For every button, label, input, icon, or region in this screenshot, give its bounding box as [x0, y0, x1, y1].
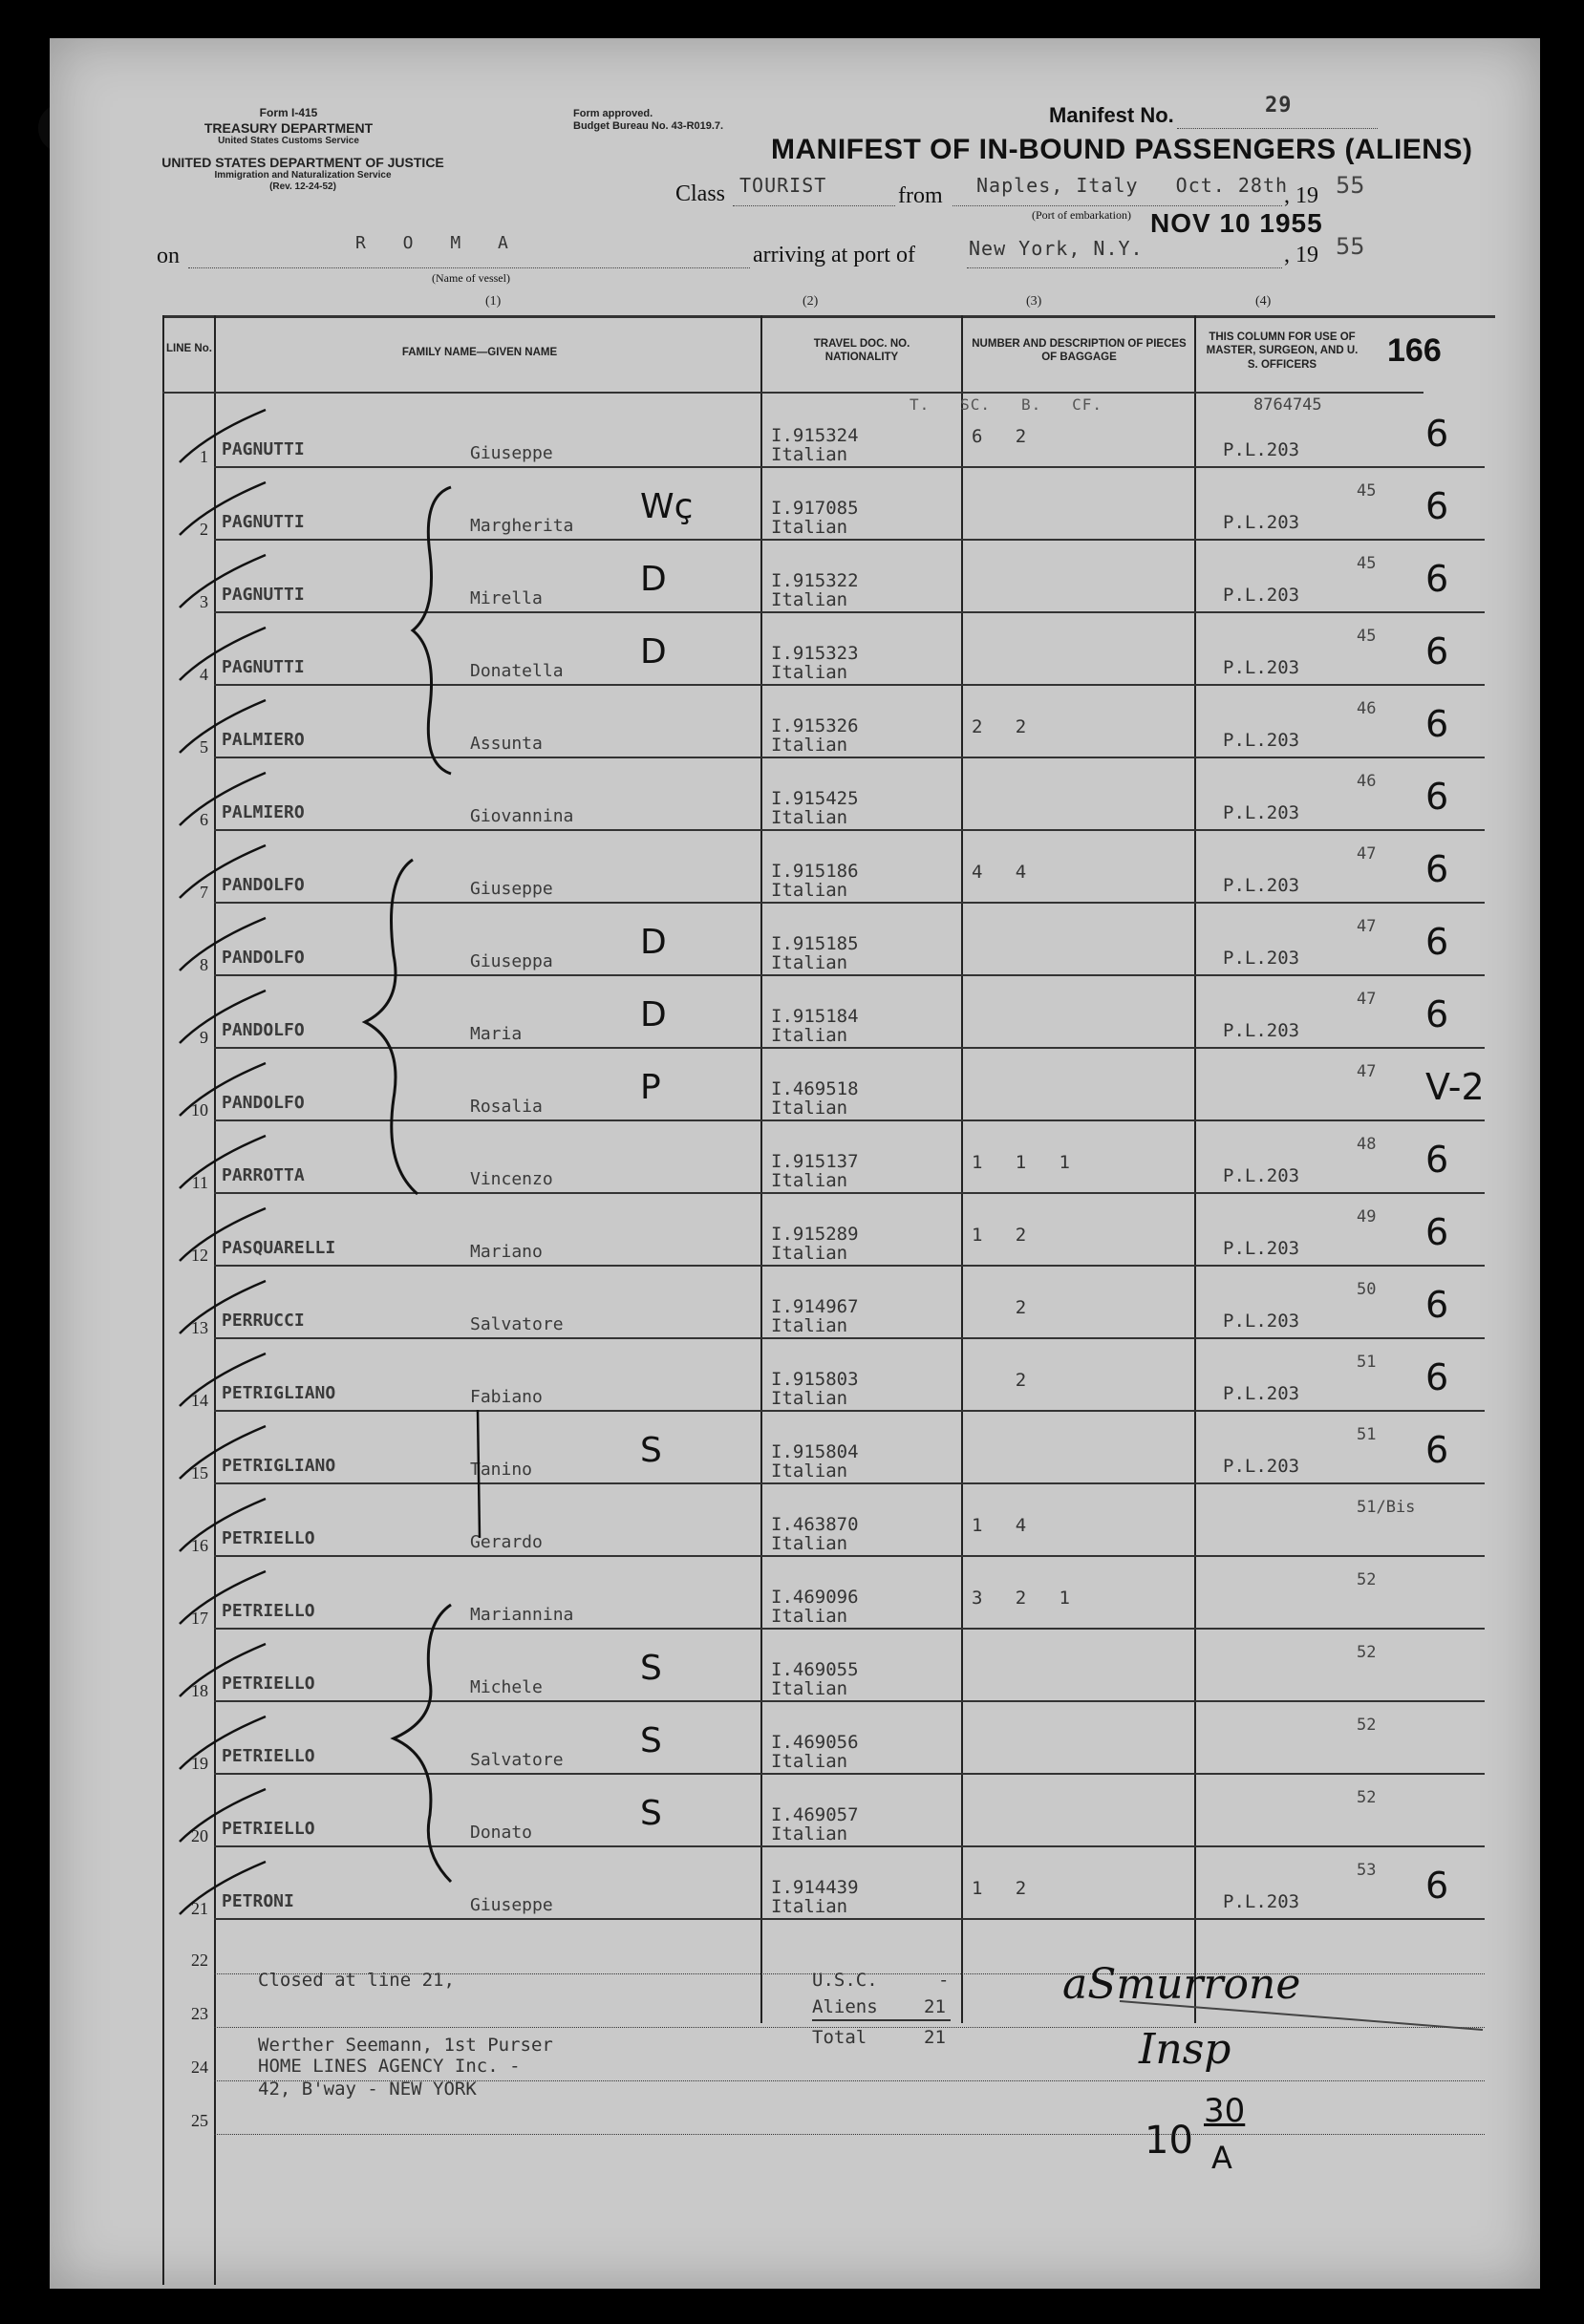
line-number: 22 [191, 1951, 208, 1970]
given-name: Michele [470, 1677, 543, 1697]
travel-doc-number: I.915184 [771, 1006, 859, 1027]
from-year: 55 [1336, 172, 1365, 199]
officer-reference: 53 [1357, 1861, 1377, 1880]
baggage-count: 1 1 1 [972, 1152, 1070, 1173]
officer-mark: 6 [1425, 993, 1449, 1035]
port-embarkation-label: (Port of embarkation) [1032, 208, 1131, 222]
line-number: 20 [191, 1826, 208, 1845]
nationality: Italian [771, 1460, 848, 1482]
approved-label: Form approved. [573, 108, 653, 119]
hand-annotation: D [640, 923, 667, 962]
travel-doc-number: I.915322 [771, 570, 859, 591]
nationality: Italian [771, 1315, 848, 1336]
hand-annotation: D [640, 632, 667, 672]
rev-label: (Rev. 12-24-52) [269, 181, 336, 192]
aliens-label: Aliens [812, 1996, 878, 2017]
given-name: Margherita [470, 516, 574, 536]
public-law: P.L.203 [1223, 1020, 1300, 1041]
nationality: Italian [771, 1388, 848, 1409]
travel-doc-number: I.915289 [771, 1224, 859, 1245]
given-name: Giuseppe [470, 879, 553, 899]
inspector-signature: aSmurrone [1062, 1960, 1301, 2009]
given-name: Salvatore [470, 1314, 564, 1334]
travel-doc-number: I.469518 [771, 1078, 859, 1099]
family-name: PETRONI [222, 1891, 294, 1911]
brace-pagnutti [413, 487, 451, 774]
family-name: PALMIERO [222, 802, 305, 822]
travel-doc-number: I.469056 [771, 1732, 859, 1753]
public-law: P.L.203 [1223, 585, 1300, 606]
officer-mark: 6 [1425, 1865, 1449, 1907]
given-name: Giovannina [470, 806, 574, 826]
family-name: PERRUCCI [222, 1311, 305, 1331]
line-number: 14 [191, 1391, 208, 1410]
travel-doc-number: I.914439 [771, 1877, 859, 1898]
family-name: PETRIGLIANO [222, 1456, 336, 1476]
officer-mark: 6 [1425, 848, 1449, 890]
brace-petrigliano [478, 1410, 480, 1538]
officer-reference: 52 [1357, 1570, 1377, 1589]
officer-mark: 6 [1425, 413, 1449, 455]
officer-reference: 45 [1357, 627, 1377, 646]
public-law: P.L.203 [1223, 875, 1300, 896]
arrive-year: 55 [1336, 233, 1365, 260]
line-number: 13 [191, 1318, 208, 1337]
baggage-count: 6 2 [972, 426, 1027, 447]
nationality: Italian [771, 1025, 848, 1046]
aliens-value: 21 [924, 1996, 946, 2017]
line-number: 17 [191, 1609, 208, 1628]
officer-reference: 52 [1357, 1643, 1377, 1662]
baggage-count: 4 4 [972, 862, 1027, 883]
family-name: PANDOLFO [222, 1020, 305, 1040]
officer-mark: 6 [1425, 1284, 1449, 1326]
col-head-baggage: NUMBER AND DESCRIPTION OF PIECES OF BAGGAGE [972, 338, 1187, 364]
nationality: Italian [771, 1098, 848, 1119]
family-braces [50, 38, 1540, 2289]
travel-doc-number: I.469096 [771, 1587, 859, 1608]
public-law: P.L.203 [1223, 948, 1300, 969]
nationality: Italian [771, 1751, 848, 1772]
given-name: Mirella [470, 588, 543, 608]
travel-doc-number: I.914967 [771, 1296, 859, 1317]
family-name: PAGNUTTI [222, 512, 305, 532]
officer-mark: 6 [1425, 630, 1449, 672]
first-reference-number: 8764745 [1253, 395, 1322, 415]
given-name: Fabiano [470, 1387, 543, 1407]
totals-divider [812, 2019, 951, 2021]
nationality: Italian [771, 880, 848, 901]
family-name: PETRIELLO [222, 1528, 315, 1548]
nationality: Italian [771, 662, 848, 683]
travel-doc-number: I.469057 [771, 1804, 859, 1825]
officer-reference: 50 [1357, 1280, 1377, 1299]
time-minutes: 30 [1204, 2092, 1246, 2130]
travel-doc-number: I.469055 [771, 1659, 859, 1680]
officer-reference: 51/Bis [1357, 1498, 1416, 1517]
time-hour: 10 [1145, 2119, 1193, 2163]
baggage-count: 3 2 1 [972, 1588, 1070, 1609]
travel-doc-number: I.915323 [771, 643, 859, 664]
officer-reference: 47 [1357, 990, 1377, 1009]
officer-mark: 6 [1425, 776, 1449, 818]
inspector-initials: Insp [1139, 2025, 1231, 2074]
nationality: Italian [771, 952, 848, 973]
officer-mark: 6 [1425, 921, 1449, 963]
officer-reference: 47 [1357, 917, 1377, 936]
given-name: Donato [470, 1823, 533, 1843]
budget-label: Budget Bureau No. 43-R019.7. [573, 119, 724, 132]
family-name: PETRIGLIANO [222, 1383, 336, 1403]
public-law: P.L.203 [1223, 512, 1300, 533]
treasury-label: TREASURY DEPARTMENT [203, 119, 374, 136]
given-name: Assunta [470, 734, 543, 754]
travel-doc-number: I.915137 [771, 1151, 859, 1172]
nationality: Italian [771, 807, 848, 828]
arriving-label: arriving at port of [753, 243, 915, 267]
baggage-count: 1 4 [972, 1515, 1027, 1536]
line-number: 24 [191, 2057, 208, 2077]
family-name: PAGNUTTI [222, 657, 305, 677]
hand-annotation: D [640, 995, 667, 1034]
line-number: 4 [200, 665, 208, 684]
given-name: Tanino [470, 1460, 533, 1480]
given-name: Giuseppa [470, 951, 553, 971]
line-number: 25 [191, 2111, 208, 2130]
officer-reference: 49 [1357, 1207, 1377, 1226]
public-law: P.L.203 [1223, 1165, 1300, 1186]
line-number: 21 [191, 1899, 208, 1918]
vessel-name: R O M A [355, 233, 522, 253]
line-number: 2 [200, 520, 208, 539]
nationality: Italian [771, 1896, 848, 1917]
line-number: 19 [191, 1754, 208, 1773]
nationality: Italian [771, 1170, 848, 1191]
nationality: Italian [771, 735, 848, 756]
public-law: P.L.203 [1223, 657, 1300, 678]
travel-doc-number: I.915803 [771, 1369, 859, 1390]
arriving-value: New York, N.Y. [969, 237, 1144, 260]
hand-annotation: S [640, 1431, 662, 1470]
family-name: PETRIELLO [222, 1746, 315, 1766]
officer-reference: 52 [1357, 1716, 1377, 1735]
baggage-count: 1 2 [972, 1225, 1027, 1246]
family-name: PALMIERO [222, 730, 305, 750]
given-name: Rosalia [470, 1097, 543, 1117]
brace-petriello [394, 1605, 451, 1882]
baggage-count: 2 [972, 1370, 1027, 1391]
line-number: 16 [191, 1536, 208, 1555]
public-law: P.L.203 [1223, 730, 1300, 751]
family-name: PANDOLFO [222, 875, 305, 895]
usc-value: - [938, 1970, 950, 1991]
col-num-3: (3) [1026, 294, 1042, 309]
total-label: Total [812, 2027, 867, 2048]
hand-annotation: Wç [640, 487, 694, 526]
officer-mark: 6 [1425, 1429, 1449, 1471]
officer-mark: 6 [1425, 558, 1449, 600]
from-label: from [898, 183, 943, 208]
given-name: Mariano [470, 1242, 543, 1262]
officer-reference: 51 [1357, 1353, 1377, 1372]
family-name: PASQUARELLI [222, 1238, 336, 1258]
travel-doc-number: I.915326 [771, 715, 859, 736]
officer-mark: V-2 [1425, 1066, 1485, 1108]
officer-reference: 47 [1357, 1062, 1377, 1081]
line-number: 12 [191, 1246, 208, 1265]
family-name: PANDOLFO [222, 948, 305, 968]
nationality: Italian [771, 1606, 848, 1627]
officer-reference: 48 [1357, 1135, 1377, 1154]
purser-name: Werther Seemann, 1st Purser [258, 2035, 553, 2056]
officer-reference: 52 [1357, 1788, 1377, 1807]
officer-reference: 47 [1357, 844, 1377, 864]
class-label: Class [675, 181, 726, 206]
manifest-no-value: 29 [1265, 94, 1293, 117]
col-num-4: (4) [1255, 294, 1272, 309]
public-law: P.L.203 [1223, 802, 1300, 823]
travel-doc-number: I.463870 [771, 1514, 859, 1535]
nationality: Italian [771, 517, 848, 538]
justice-label: UNITED STATES DEPARTMENT OF JUSTICE [161, 155, 444, 170]
family-name: PARROTTA [222, 1165, 305, 1185]
hand-annotation: S [640, 1721, 662, 1760]
brace-pandolfo [365, 860, 417, 1194]
officer-reference: 51 [1357, 1425, 1377, 1444]
nationality: Italian [771, 1533, 848, 1554]
line-number: 3 [200, 592, 208, 611]
manifest-page [50, 38, 1540, 2289]
from-year-prefix: , 19 [1284, 183, 1318, 208]
given-name: Giuseppe [470, 443, 553, 463]
line-number: 8 [200, 955, 208, 974]
public-law: P.L.203 [1223, 439, 1300, 460]
officer-mark: 6 [1425, 485, 1449, 527]
line-number: 1 [200, 447, 208, 466]
given-name: Maria [470, 1024, 523, 1044]
time-ampm: A [1211, 2140, 1232, 2176]
baggage-count: 1 2 [972, 1878, 1027, 1899]
nationality: Italian [771, 1243, 848, 1264]
officer-reference: 45 [1357, 554, 1377, 573]
col-head-travel-doc: TRAVEL DOC. NO. NATIONALITY [813, 338, 910, 364]
agency-name: HOME LINES AGENCY Inc. - [258, 2056, 521, 2077]
given-name: Giuseppe [470, 1895, 553, 1915]
officer-reference: 45 [1357, 481, 1377, 501]
on-label: on [157, 244, 180, 268]
closed-at-line: Closed at line 21, [258, 1970, 455, 1991]
public-law: P.L.203 [1223, 1311, 1300, 1332]
travel-doc-number: I.917085 [771, 498, 859, 519]
line-number: 10 [191, 1100, 208, 1119]
customs-label: United States Customs Service [218, 135, 359, 146]
line-number: 11 [191, 1173, 208, 1192]
travel-doc-number: I.915425 [771, 788, 859, 809]
given-name: Mariannina [470, 1605, 574, 1625]
col-head-officers: THIS COLUMN FOR USE OF MASTER, SURGEON, AND U. S. OFFICERS [1206, 331, 1359, 371]
family-name: PETRIELLO [222, 1819, 315, 1839]
given-name: Vincenzo [470, 1169, 553, 1189]
class-value: TOURIST [739, 174, 827, 197]
agency-address: 42, B'way - NEW YORK [258, 2079, 477, 2100]
hand-annotation: S [640, 1649, 662, 1688]
hand-annotation: D [640, 560, 667, 599]
col-head-line-no: LINE No. [166, 343, 212, 354]
travel-doc-number: I.915324 [771, 425, 859, 446]
officer-reference: 46 [1357, 699, 1377, 718]
officer-mark: 6 [1425, 1211, 1449, 1253]
family-name: PETRIELLO [222, 1601, 315, 1621]
nationality: Italian [771, 1678, 848, 1699]
line-number: 7 [200, 883, 208, 902]
travel-doc-number: I.915186 [771, 861, 859, 882]
total-value: 21 [924, 2027, 946, 2048]
from-value: Naples, Italy Oct. 28th [976, 174, 1289, 197]
travel-doc-number: I.915185 [771, 933, 859, 954]
baggage-type-header: T. SC. B. CF. [910, 395, 1103, 414]
line-number: 23 [191, 2004, 208, 2023]
officer-mark: 6 [1425, 1139, 1449, 1181]
given-name: Salvatore [470, 1750, 564, 1770]
public-law: P.L.203 [1223, 1383, 1300, 1404]
col-head-name: FAMILY NAME—GIVEN NAME [401, 347, 558, 358]
hand-annotation: S [640, 1794, 662, 1833]
arrival-date-stamp: NOV 10 1955 [1150, 208, 1323, 238]
nationality: Italian [771, 444, 848, 465]
travel-doc-number: I.915804 [771, 1441, 859, 1462]
given-name: Gerardo [470, 1532, 543, 1552]
line-number: 9 [200, 1028, 208, 1047]
line-number: 5 [200, 737, 208, 757]
usc-label: U.S.C. [812, 1970, 878, 1991]
baggage-count: 2 2 [972, 716, 1027, 737]
hand-annotation: P [640, 1068, 661, 1107]
manifest-title: MANIFEST OF IN-BOUND PASSENGERS (ALIENS) [771, 134, 1473, 165]
col-num-2: (2) [803, 294, 819, 309]
family-name: PAGNUTTI [222, 439, 305, 459]
nationality: Italian [771, 1823, 848, 1844]
ins-label: Immigration and Naturalization Service [214, 170, 392, 181]
col-num-1: (1) [485, 294, 502, 309]
line-number: 15 [191, 1463, 208, 1482]
baggage-count: 2 [972, 1297, 1027, 1318]
line-number: 6 [200, 810, 208, 829]
family-name: PAGNUTTI [222, 585, 305, 605]
public-law: P.L.203 [1223, 1891, 1300, 1912]
given-name: Donatella [470, 661, 564, 681]
officer-reference: 46 [1357, 772, 1377, 791]
public-law: P.L.203 [1223, 1456, 1300, 1477]
manifest-no-label: Manifest No. [1049, 103, 1174, 127]
sheet-number: 166 [1387, 332, 1442, 369]
family-name: PANDOLFO [222, 1093, 305, 1113]
arrive-year-prefix: , 19 [1284, 243, 1318, 267]
officer-mark: 6 [1425, 703, 1449, 745]
family-name: PETRIELLO [222, 1674, 315, 1694]
form-number: Form I-415 [259, 106, 318, 119]
line-number: 18 [191, 1681, 208, 1700]
public-law: P.L.203 [1223, 1238, 1300, 1259]
nationality: Italian [771, 589, 848, 610]
vessel-label: (Name of vessel) [432, 271, 510, 285]
officer-mark: 6 [1425, 1356, 1449, 1398]
